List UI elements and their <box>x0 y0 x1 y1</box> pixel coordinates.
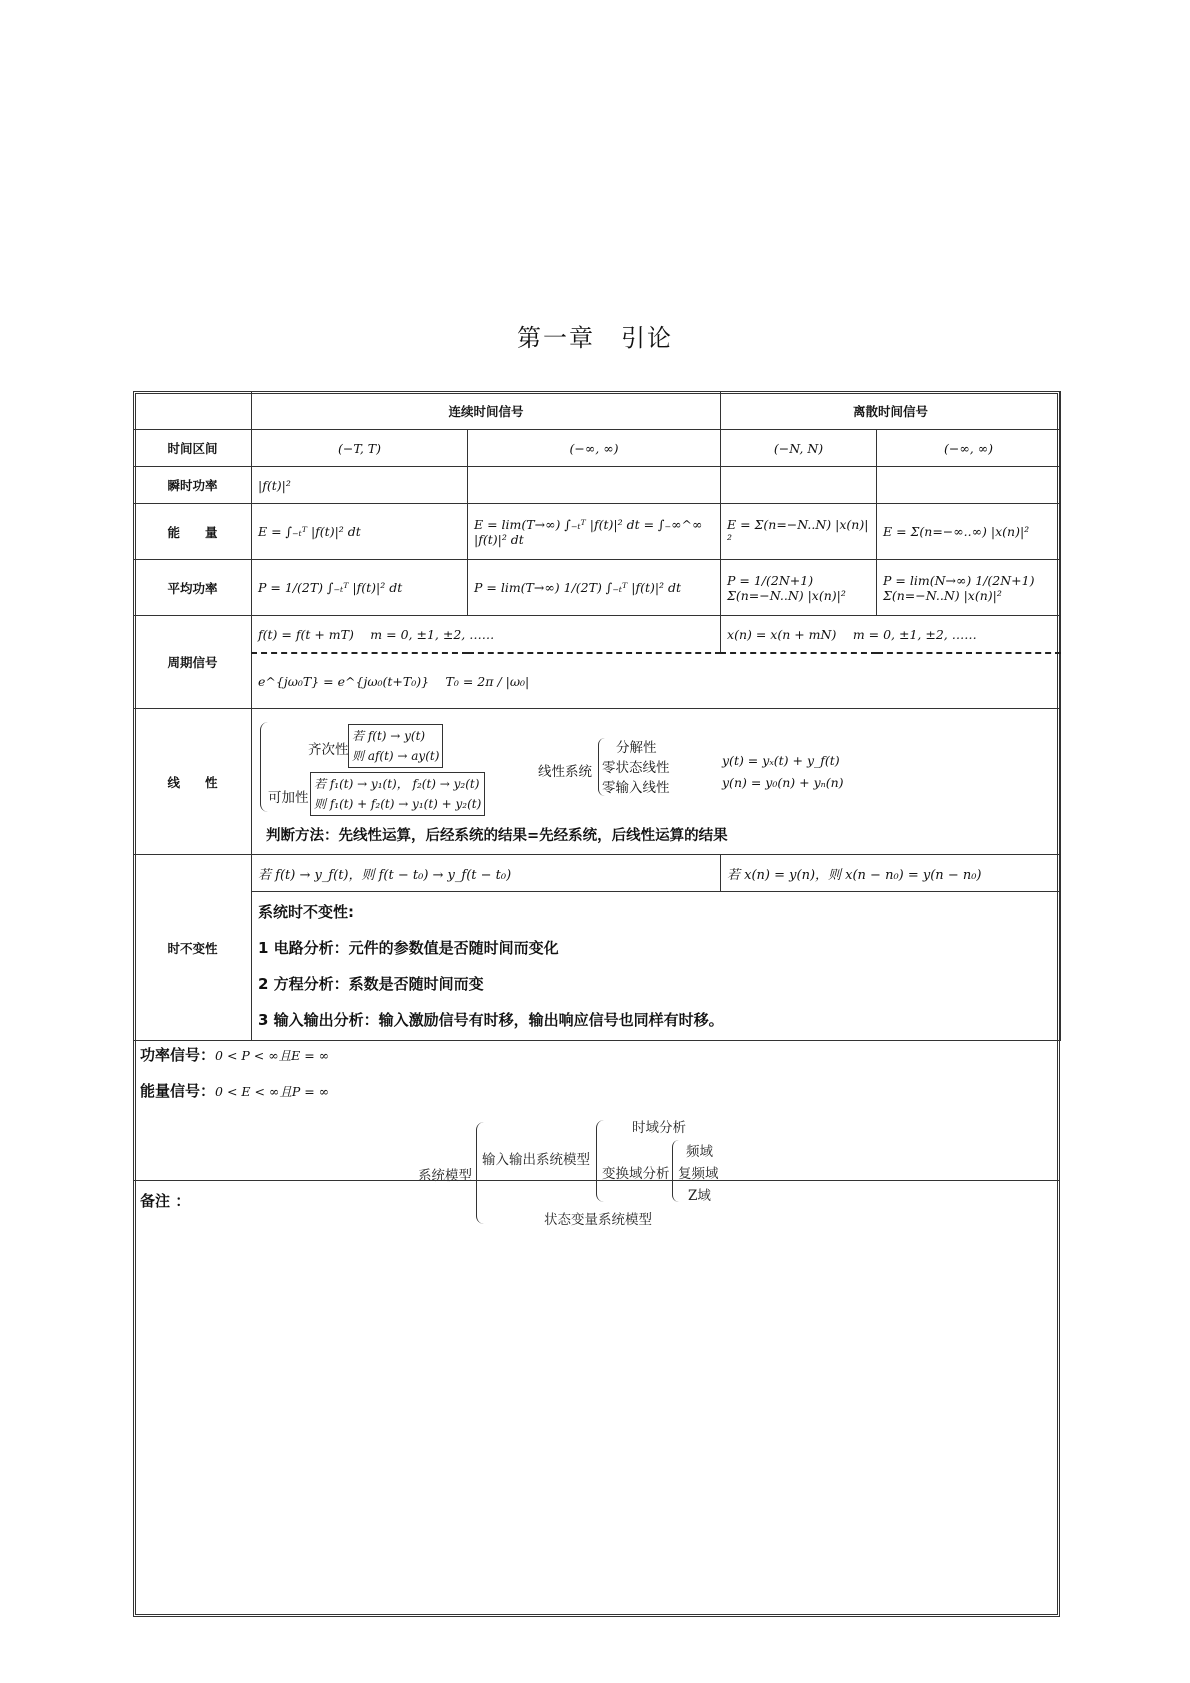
time-inv-disc: 若 x(n) = y(n)，则 x(n − n₀) = y(n − n₀) <box>721 855 1061 892</box>
homogeneity-label: 齐次性 <box>308 741 349 758</box>
inst-power-empty-3 <box>877 467 1061 504</box>
additivity-label: 可加性 <box>268 789 309 806</box>
inst-power-cont: |f(t)|² <box>252 467 468 504</box>
energy-signal-cond: 0 < E < ∞且P = ∞ <box>215 1084 330 1099</box>
remark-label: 备注 ： <box>140 1192 191 1210</box>
row-label-energy: 能 量 <box>134 504 252 560</box>
row-label-avg-power: 平均功率 <box>134 560 252 616</box>
additivity-line-2: 则 f₁(t) + f₂(t) → y₁(t) + y₂(t) <box>314 796 482 811</box>
row-label-periodic: 周期信号 <box>134 616 252 709</box>
energy-disc-2: E = Σ(n=−∞..∞) |x(n)|² <box>877 504 1061 560</box>
additivity-expr <box>310 772 485 816</box>
periodic-exp: e^{jω₀T} = e^{jω₀(t+T₀)} T₀ = 2π / |ω₀| <box>252 653 1061 709</box>
periodic-cont: f(t) = f(t + mT) m = 0, ±1, ±2, …… <box>252 616 721 653</box>
additivity-box <box>310 772 485 816</box>
tree-root-brace <box>476 1122 485 1224</box>
equation-discrete: y(n) = y₀(n) + yₙ(n) <box>722 774 844 790</box>
energy-disc-1: E = Σ(n=−N..N) |x(n)|² <box>721 504 877 560</box>
energy-signal-line <box>140 1080 329 1101</box>
row-label-time-invariance: 时不变性 <box>134 855 252 1041</box>
energy-cont-2: E = lim(T→∞) ∫₋ₜᵀ |f(t)|² dt = ∫₋∞^∞ |f(t)|² dt <box>468 504 721 560</box>
tree-frequency: 频域 <box>686 1144 713 1160</box>
interval-disc-2: (−∞, ∞) <box>877 430 1061 467</box>
tree-time-domain: 时域分析 <box>632 1120 686 1136</box>
interval-cont-2: (−∞, ∞) <box>468 430 721 467</box>
time-inv-note-2: 2 方程分析：系数是否随时间而变 <box>258 975 484 993</box>
tree-complex-frequency: 复频域 <box>678 1166 719 1182</box>
time-inv-note-3: 3 输入输出分析：输入激励信号有时移，输出响应信号也同样有时移。 <box>258 1011 724 1029</box>
time-inv-note-title: 系统时不变性: <box>258 903 354 921</box>
homogeneity-expr <box>348 724 443 768</box>
summary-table <box>133 391 1061 1041</box>
row-label-linearity: 线 性 <box>134 709 252 855</box>
tree-root: 系统模型 <box>418 1168 472 1184</box>
avg-power-cont-1: P = 1/(2T) ∫₋ₜᵀ |f(t)|² dt <box>252 560 468 616</box>
linearity-method: 判断方法：先线性运算，后经系统的结果=先经系统，后线性运算的结果 <box>266 827 728 844</box>
row-label-interval: 时间区间 <box>134 430 252 467</box>
power-signal-line <box>140 1044 329 1065</box>
interval-disc-1: (−N, N) <box>721 430 877 467</box>
linearity-content <box>252 716 1060 848</box>
time-inv-notes <box>252 892 1061 1041</box>
linear-system-label: 线性系统 <box>538 763 592 780</box>
linearity-equations <box>722 750 844 794</box>
inst-power-empty-1 <box>468 467 721 504</box>
prop-decomposition: 分解性 <box>616 739 657 756</box>
avg-power-disc-2: P = lim(N→∞) 1/(2N+1) Σ(n=−N..N) |x(n)|² <box>877 560 1061 616</box>
tree-z-domain: Z域 <box>688 1188 711 1204</box>
energy-signal-label: 能量信号： <box>140 1082 216 1100</box>
tree-io-brace <box>596 1120 604 1202</box>
remark-divider <box>133 1180 1060 1181</box>
row-label-inst-power: 瞬时功率 <box>134 467 252 504</box>
energy-cont-1: E = ∫₋ₜᵀ |f(t)|² dt <box>252 504 468 560</box>
homogeneity-box <box>348 724 443 768</box>
periodic-disc: x(n) = x(n + mN) m = 0, ±1, ±2, …… <box>721 616 1061 653</box>
power-signal-label: 功率信号： <box>140 1046 216 1064</box>
tree-io-model: 输入输出系统模型 <box>482 1152 590 1168</box>
time-inv-cont: 若 f(t) → y_f(t)，则 f(t − t₀) → y_f(t − t₀) <box>252 855 721 892</box>
power-signal-cond: 0 < P < ∞且E = ∞ <box>215 1048 330 1063</box>
homogeneity-line-1: 若 f(t) → y(t) <box>352 728 426 743</box>
linear-system-props <box>602 738 670 798</box>
header-discrete: 离散时间信号 <box>721 392 1061 430</box>
tree-transform-domain: 变换域分析 <box>602 1166 670 1182</box>
header-continuous: 连续时间信号 <box>252 392 721 430</box>
interval-cont-1: (−T, T) <box>252 430 468 467</box>
linearity-cell <box>252 709 1061 855</box>
corner-cell <box>134 392 252 430</box>
time-inv-note-1: 1 电路分析：元件的参数值是否随时间而变化 <box>258 939 559 957</box>
prop-zero-input: 零输入线性 <box>602 779 670 796</box>
avg-power-disc-1: P = 1/(2N+1) Σ(n=−N..N) |x(n)|² <box>721 560 877 616</box>
prop-zero-state: 零状态线性 <box>602 759 670 776</box>
homogeneity-line-2: 则 af(t) → ay(t) <box>352 748 440 763</box>
page-title: 第一章 引论 <box>517 324 673 352</box>
additivity-line-1: 若 f₁(t) → y₁(t)， f₂(t) → y₂(t) <box>314 776 480 791</box>
equation-continuous: y(t) = yₓ(t) + y_f(t) <box>722 752 840 768</box>
tree-state-model: 状态变量系统模型 <box>544 1212 652 1228</box>
inst-power-empty-2 <box>721 467 877 504</box>
avg-power-cont-2: P = lim(T→∞) 1/(2T) ∫₋ₜᵀ |f(t)|² dt <box>468 560 721 616</box>
